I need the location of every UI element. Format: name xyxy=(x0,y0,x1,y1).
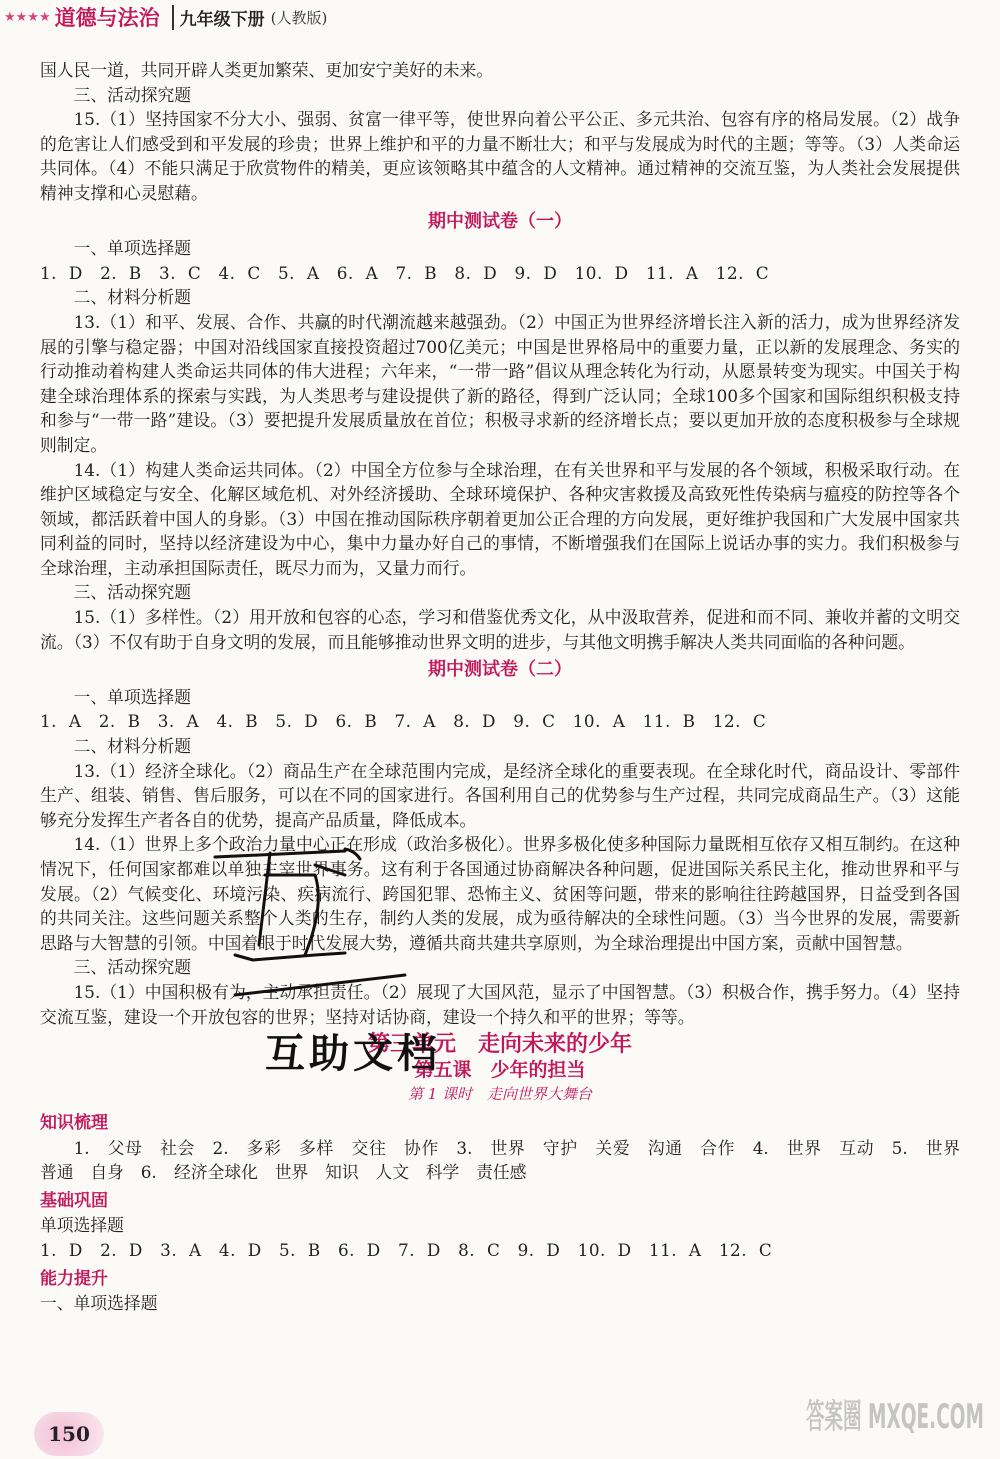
period-title: 第 1 课时 走向世界大舞台 xyxy=(407,1085,593,1104)
unit-title: 第三单元 走向未来的少年 xyxy=(367,1032,632,1058)
answer-13: 13.（1）和平、发展、合作、共赢的时代潮流越来越强劲。（2）中国正为世界经济增长注入新的活力，成为世界经济发展的引擎与稳定器；中国对沿线国家直接投资超过700亿美元；中国是世界格局中的重要力量，正以新的发展理念、务实的行动推动着构建人类命运共同体的伟大进程；六年来，“一带一路”倡议从理念转化为行动，从愿景转变为现实。中国关于构建全球治理体系的探索与实践，为人类思考与建设提供了新的路径，得到广泛认同；全球100多个国家和国际组织积极支持和参与“一带一路”建设。（3）要把提升发展质量放在首位；积极寻求新的经济增长点；要以更加开放的态度积极参与全球规则制定。 xyxy=(40,311,960,455)
answer-13: 13.（1）经济全球化。（2）商品生产在全球范围内完成，是经济全球化的重要表现。在全球化时代，商品设计、零部件生产、组装、销售、售后服务，可以在不同的国家进行。各国利用自己的优势参与生产过程，共同完成商品生产。（3）这能够充分发挥生产者各自的优势，提高产品质量，降低成本。 xyxy=(40,760,960,830)
answer-15: 15.（1）坚持国家不分大小、强弱、贫富一律平等，使世界向着公平公正、多元共治、包容有序的格局发展。（2）战争的危害让人们感受到和平发展的珍贵；世界上维护和平的力量不断壮大；和平与发展成为时代的主题；等等。（3）人类命运共同体。（4）不能只满足于欣赏物件的精美，更应该领略其中蕴含的人文精神。通过精神的交流互鉴，为人类社会发展提供精神支撑和心灵慰藉。 xyxy=(40,109,960,203)
section-heading: 三、活动探究题 xyxy=(73,84,192,105)
answer-15: 15.（1）中国积极有为，主动承担责任。（2）展现了大国风范，显示了中国智慧。（3）积极合作，携手努力。（4）坚持交流互鉴，建设一个开放包容的世界；坚持对话协商，建设一个持久和平的世界；等等。 xyxy=(40,981,960,1027)
section-heading: 一、单项选择题 xyxy=(73,686,192,707)
edition-label: (人教版) xyxy=(270,8,328,27)
choice-answers: 1. D 2. D 3. A 4. D 5. B 6. D 7. D 8. C 9. D 10. D 11. A 12. C xyxy=(40,1239,773,1260)
watermark-text: 答案圈 MXQE.COM xyxy=(806,1397,984,1437)
star-decoration-icon: ★★★★ xyxy=(4,9,51,25)
basic-heading: 基础巩固 xyxy=(40,1190,108,1211)
knowledge-heading: 知识梳理 xyxy=(40,1112,108,1133)
section-heading: 三、活动探究题 xyxy=(73,957,192,978)
choice-answers: 1. D 2. B 3. C 4. C 5. A 6. A 7. B 8. D 9. D 10. D 11. A 12. C xyxy=(40,262,770,283)
grade-label: 九年级下册 xyxy=(172,5,265,30)
paragraph: 国人民一道，共同开辟人类更加繁荣、更加安宁美好的未来。 xyxy=(40,60,494,80)
page-header xyxy=(0,0,1000,34)
choice-answers: 1. A 2. B 3. A 4. B 5. D 6. B 7. A 8. D 9. C 10. A 11. B 12. C xyxy=(40,711,767,732)
midterm-1-title: 期中测试卷（一） xyxy=(428,210,572,232)
section-heading: 三、活动探究题 xyxy=(73,582,192,603)
watermark-logo xyxy=(800,1388,990,1456)
section-heading: 单项选择题 xyxy=(40,1215,124,1236)
section-heading: 二、材料分析题 xyxy=(73,736,192,757)
answer-15: 15.（1）多样性。（2）用开放和包容的心态，学习和借鉴优秀文化，从中汲取营养，促进和而不同、兼收并蓄的文明交流。（3）不仅有助于自身文明的发展，而且能够推动世界文明的进步，与其他文明携手解决人类共同面临的各种问题。 xyxy=(40,607,960,652)
subject-title: 道德与法治 xyxy=(54,6,160,30)
lesson-title: 第五课 少年的担当 xyxy=(414,1058,586,1081)
section-heading: 一、单项选择题 xyxy=(73,238,192,259)
answer-14: 14.（1）构建人类命运共同体。（2）中国全方位参与全球治理，在有关世界和平与发展的各个领域，积极采取行动。在维护区域稳定与安全、化解区域危机、对外经济援助、全球环境保护、各种灾害救援及高致死性传染病与瘟疫的防控等各个领域，都活跃着中国人的身影。（3）中国在推动国际秩序朝着更加公正合理的方向发展，更好维护我国和广大发展中国家共同利益的同时，坚持以经济建设为中心，集中力量办好自己的事情，不断增强我们在国际上说话办事的实力。我们积极参与全球治理，主动承担国际责任，既尽力而为，又量力而行。 xyxy=(40,459,960,578)
ability-heading: 能力提升 xyxy=(40,1268,108,1289)
section-heading: 二、材料分析题 xyxy=(73,287,192,308)
answer-14: 14.（1）世界上多个政治力量中心正在形成（政治多极化）。世界多极化使多种国际力量既相互依存又相互制约。在这种情况下，任何国家都难以单独主宰世界事务。这有利于各国通过协商解决各种问题，促进国际关系民主化，推动世界和平与发展。（2）气候变化、环境污染、疾病流行、跨国犯罪、恐怖主义、贫困等问题，带来的影响往往跨越国界，日益受到各国的共同关注。这些问题关系整个人类的生存，制约人类的发展，成为亟待解决的全球性问题。（3）当今世界的发展，需要新思路与大智慧的引领。中国着眼于时代发展大势，遵循共商共建共享原则，为全球治理提出中国方案，贡献中国智慧。 xyxy=(40,834,960,953)
section-heading: 一、单项选择题 xyxy=(40,1293,158,1314)
page-number-badge xyxy=(34,1412,104,1456)
page-number: 150 xyxy=(48,1422,90,1446)
midterm-2-title: 期中测试卷（二） xyxy=(428,659,572,681)
knowledge-answers: 1. 父母 社会 2. 多彩 多样 交往 协作 3. 世界 守护 关爱 沟通 合作 4. 世界 互动 5. 世界 普通 自身 6. 经济全球化 世界 知识 人文 科学 责任感 xyxy=(40,1137,977,1183)
answer-content xyxy=(40,58,977,1316)
handwriting-text: 互助文档 xyxy=(265,1031,441,1077)
